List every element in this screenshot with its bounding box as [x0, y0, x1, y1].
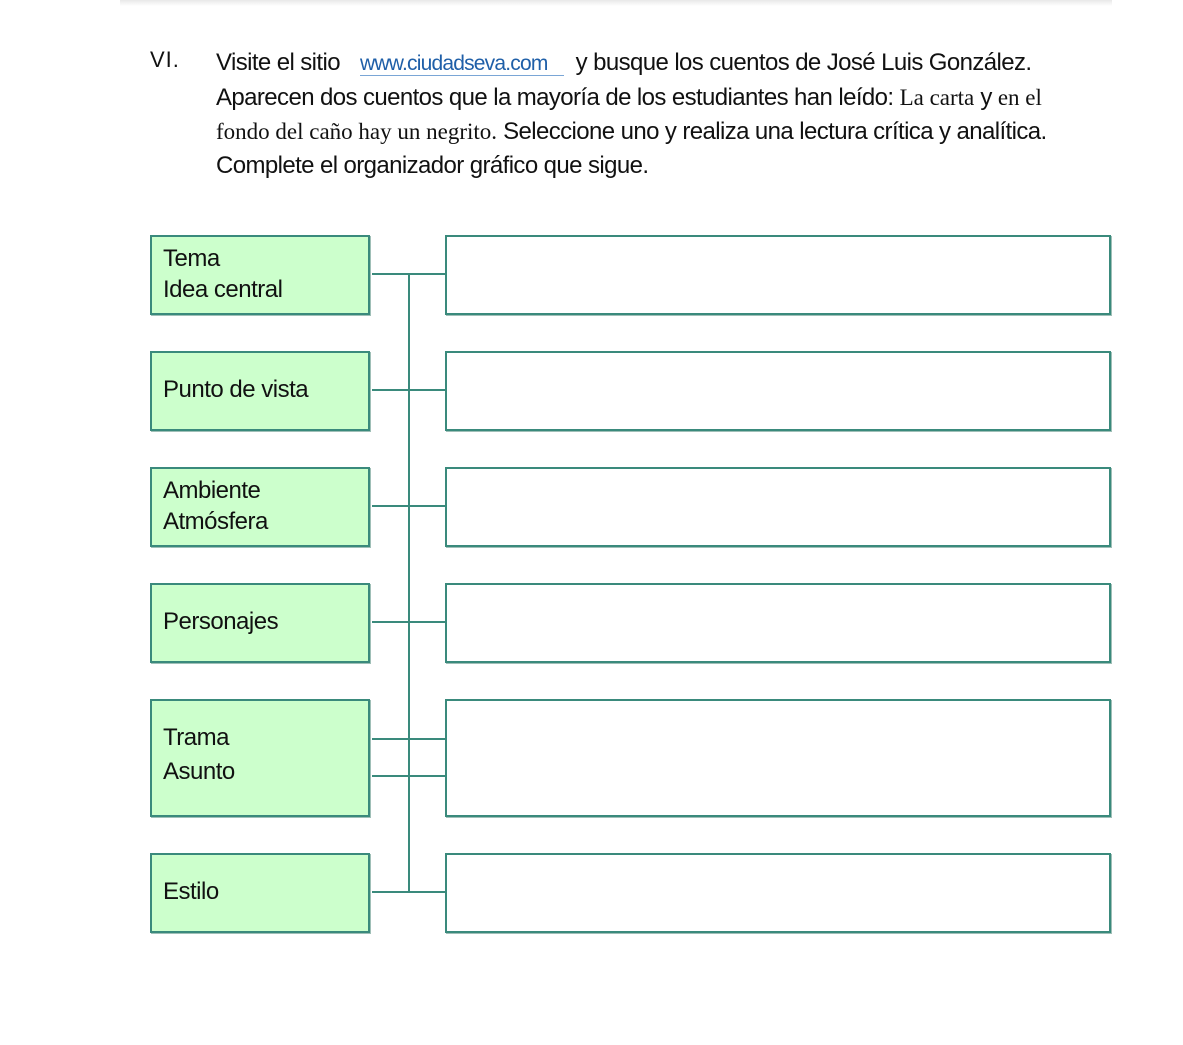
connector-right [408, 775, 446, 777]
answer-box-trama[interactable] [445, 699, 1111, 817]
answer-box-estilo[interactable] [445, 853, 1111, 933]
label-line: Trama [163, 724, 229, 751]
connector-trunk [408, 274, 410, 892]
connector-left [372, 273, 409, 275]
label-line: Atmósfera [163, 508, 268, 535]
label-personajes [150, 583, 370, 663]
connector-right [408, 621, 446, 623]
ciudadseva-link[interactable]: www.ciudadseva.com [360, 52, 564, 76]
instructions-middle: y busque los cuentos de José Luis González. Aparecen dos cuentos que la mayoría de los estudiantes han leído: [216, 49, 1032, 111]
connector-left [372, 775, 409, 777]
connector-right [408, 738, 446, 740]
connector-right [408, 505, 446, 507]
connector-right [408, 389, 446, 391]
label-line: Asunto [163, 758, 235, 785]
label-line: Punto de vista [163, 376, 309, 403]
label-punto-de-vista [150, 351, 370, 431]
label-line: Tema [163, 245, 220, 272]
connector-right [408, 891, 446, 893]
label-line: Estilo [163, 878, 219, 905]
answer-box-tema[interactable] [445, 235, 1111, 315]
connector-right [408, 273, 446, 275]
connector-left [372, 505, 409, 507]
exercise-number: VI. [150, 47, 180, 72]
story-title-la-carta: La carta [899, 85, 975, 110]
answer-box-punto-de-vista[interactable] [445, 351, 1111, 431]
answer-box-personajes[interactable] [445, 583, 1111, 663]
instructions-intro: Visite el sitio [216, 49, 340, 76]
instructions-end: Seleccione uno y realiza una lectura crítica y analítica. Complete el organizador gráfico que sigue. [216, 118, 1047, 179]
instructions-conjunction: y [980, 84, 992, 111]
label-line: Idea central [163, 276, 283, 303]
label-line: Ambiente [163, 477, 261, 504]
connector-left [372, 738, 409, 740]
connector-left [372, 389, 409, 391]
connector-left [372, 891, 409, 893]
label-line: Personajes [163, 608, 279, 635]
connector-left [372, 621, 409, 623]
label-trama-asunto [150, 699, 370, 817]
answer-box-ambiente[interactable] [445, 467, 1111, 547]
label-ambiente-atmosfera [150, 467, 370, 547]
label-tema-idea-central [150, 235, 370, 315]
label-estilo [150, 853, 370, 933]
story-title-negrito: en el fondo del caño hay un negrito. [216, 85, 1042, 144]
